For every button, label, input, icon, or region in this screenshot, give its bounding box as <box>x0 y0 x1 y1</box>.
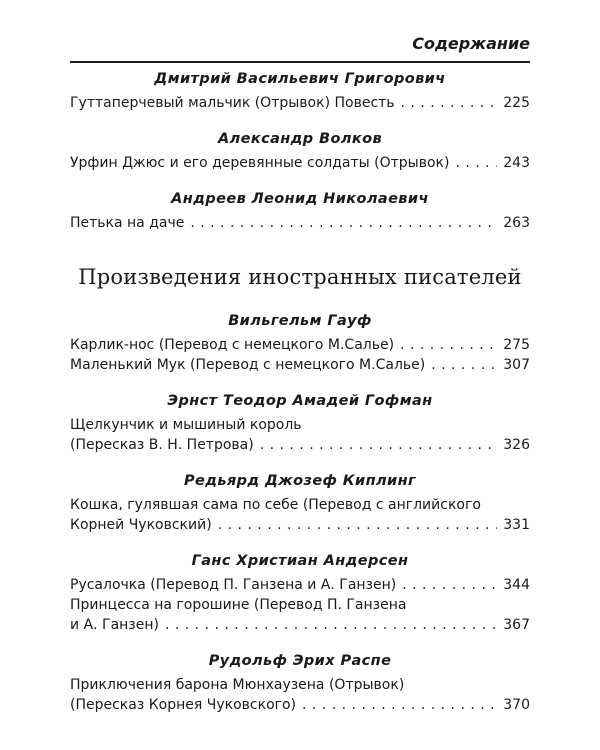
author-block <box>70 130 530 173</box>
entry-title-line: Урфин Джюс и его деревянные солдаты (Отрывок) <box>70 155 450 171</box>
leader-dots <box>260 435 498 455</box>
leader-dots <box>402 575 497 595</box>
author-block <box>70 652 530 715</box>
toc-entry[interactable] <box>70 153 530 173</box>
page-number: 370 <box>503 697 530 713</box>
toc-entry[interactable] <box>70 415 530 455</box>
leader-dots <box>302 695 497 715</box>
author-name: Андреев Леонид Николаевич <box>171 191 429 207</box>
page-number: 331 <box>503 517 530 533</box>
author-name: Ганс Христиан Андерсен <box>191 553 409 569</box>
entry-title-line: Корней Чуковский) <box>70 517 212 533</box>
entry-title-line: Маленький Мук (Перевод с немецкого М.Салье) <box>70 357 426 373</box>
toc-entry[interactable] <box>70 595 530 635</box>
entry-title-line: Приключения барона Мюнхаузена (Отрывок) <box>70 677 405 693</box>
author-block <box>70 392 530 455</box>
leader-dots <box>455 153 497 173</box>
entry-title-line: Гуттаперчевый мальчик (Отрывок) Повесть <box>70 95 395 111</box>
running-head: Содержание <box>412 34 530 53</box>
author-name: Вильгельм Гауф <box>228 313 372 329</box>
author-block <box>70 472 530 535</box>
entry-title-line: Кошка, гулявшая сама по себе (Перевод с английского <box>70 497 481 513</box>
toc-entry[interactable] <box>70 213 530 233</box>
entry-title-line: Карлик-нос (Перевод с немецкого М.Салье) <box>70 337 395 353</box>
page-number: 243 <box>503 155 530 171</box>
entry-title-line: и А. Ганзен) <box>70 617 159 633</box>
page-number: 367 <box>503 617 530 633</box>
author-name: Редьярд Джозеф Киплинг <box>184 473 416 489</box>
leader-dots <box>218 515 498 535</box>
author-block <box>70 190 530 233</box>
toc-page <box>70 0 530 750</box>
author-name: Эрнст Теодор Амадей Гофман <box>167 393 433 409</box>
entry-title-line: Принцесса на горошине (Перевод П. Ганзена <box>70 597 407 613</box>
entry-title-line: Петька на даче <box>70 215 185 231</box>
entry-title-line: Щелкунчик и мышиный король <box>70 417 302 433</box>
leader-dots <box>190 213 497 233</box>
toc-entry[interactable] <box>70 335 530 355</box>
page-number: 344 <box>503 577 530 593</box>
leader-dots <box>165 615 497 635</box>
page-number: 307 <box>503 357 530 373</box>
page-number: 326 <box>503 437 530 453</box>
leader-dots <box>400 335 497 355</box>
author-name: Александр Волков <box>217 131 383 147</box>
section-title: Произведения иностранных писателей <box>78 265 522 289</box>
toc-entry[interactable] <box>70 355 530 375</box>
toc-entry[interactable] <box>70 675 530 715</box>
toc-entry[interactable] <box>70 93 530 113</box>
page-number: 263 <box>503 215 530 231</box>
entry-title-line: Русалочка (Перевод П. Ганзена и А. Ганзен) <box>70 577 397 593</box>
page-number: 275 <box>503 337 530 353</box>
leader-dots <box>401 93 498 113</box>
author-block <box>70 552 530 635</box>
toc-entry[interactable] <box>70 575 530 595</box>
russian-authors-list <box>70 70 530 233</box>
author-name: Рудольф Эрих Распе <box>208 653 392 669</box>
entry-title-line: (Пересказ Корнея Чуковского) <box>70 697 297 713</box>
toc-entry[interactable] <box>70 495 530 535</box>
header-rule <box>70 61 530 63</box>
author-block <box>70 312 530 375</box>
toc-content <box>70 70 530 732</box>
author-block <box>70 70 530 113</box>
leader-dots <box>431 355 497 375</box>
entry-title-line: (Пересказ В. Н. Петрова) <box>70 437 254 453</box>
page-number: 225 <box>503 95 530 111</box>
author-name: Дмитрий Васильевич Григорович <box>154 71 446 87</box>
foreign-authors-list <box>70 312 530 715</box>
